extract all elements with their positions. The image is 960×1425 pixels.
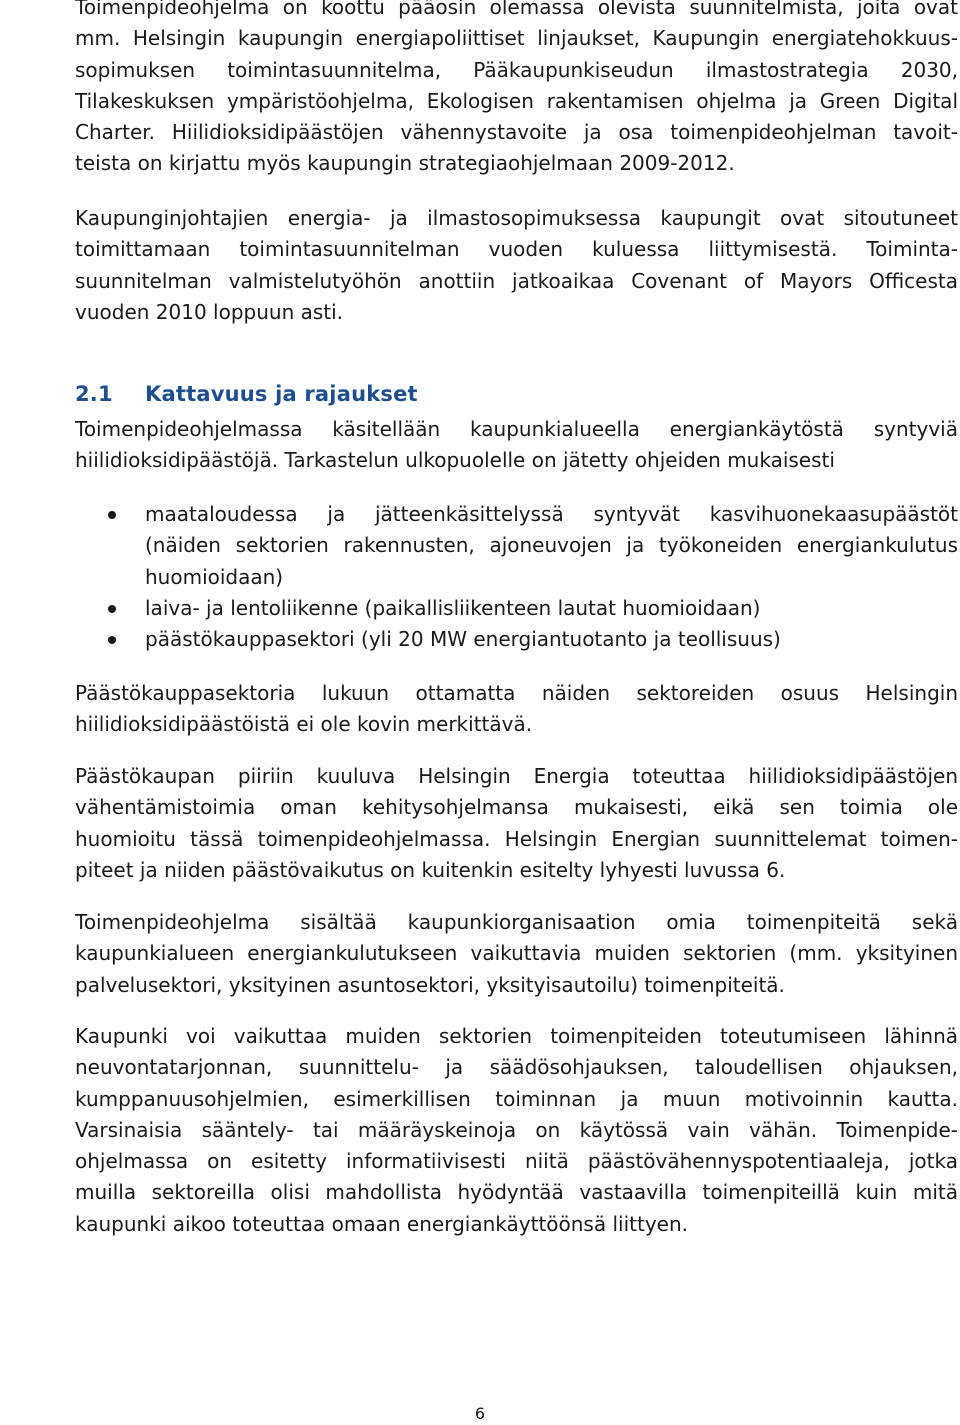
text-line: kaupunkialueen energiankulutukseen vaikuttavia muiden sektorien (mm. yksityinen [75, 941, 958, 966]
text-line: Toimenpideohjelma on koottu pääosin olemassa olevista suunnitelmista, joita ovat [75, 0, 958, 19]
paragraph-city-influence [75, 1021, 958, 1240]
text-line: muilla sektoreilla olisi mahdollista hyödyntää vastaavilla toimenpiteillä kuin mitä [75, 1180, 958, 1205]
paragraph-scope [75, 414, 958, 477]
list-item [75, 499, 958, 593]
bullet-icon [108, 636, 116, 644]
text-line: vähentämistoimia oman kehitysohjelmansa mukaisesti, eikä sen toimia ole [75, 795, 958, 820]
text-line: laiva- ja lentoliikenne (paikallisliikenteen lautat huomioidaan) [145, 595, 761, 620]
text-line: Varsinaisia sääntely- tai määräyskeinoja on käytössä vain vähän. Toimenpide- [75, 1117, 958, 1142]
text-line: hiilidioksidipäästöistä ei ole kovin merkittävä. [75, 712, 533, 737]
list-item [75, 593, 958, 624]
text-line: suunnitelman valmistelutyöhön anottiin jatkoaikaa Covenant of Mayors Officesta [75, 268, 958, 293]
text-line: palvelusektori, yksityinen asuntosektori, yksityisautoilu) toimenpiteitä. [75, 972, 785, 997]
text-line: hiilidioksidipäästöjä. Tarkastelun ulkopuolelle on jätetty ohjeiden mukaisesti [75, 448, 835, 473]
text-line: mm. Helsingin kaupungin energiapoliittiset linjaukset, Kaupungin energiatehokkuus- [75, 26, 958, 51]
section-heading [75, 382, 418, 406]
text-line: maataloudessa ja jätteenkäsittelyssä syntyvät kasvihuonekaasupäästöt [145, 502, 958, 526]
page-number: 6 [474, 1404, 486, 1423]
text-line: Tilakeskuksen ympäristöohjelma, Ekologisen rakentamisen ohjelma ja Green Digital [75, 88, 958, 113]
text-line: päästökauppasektori (yli 20 MW energiantuotanto ja teollisuus) [145, 627, 781, 652]
list-item [75, 624, 958, 655]
bullet-icon [108, 511, 116, 519]
paragraph-covenant [75, 203, 958, 328]
paragraph-helsingin-energia [75, 761, 958, 886]
text-line: Päästökauppasektoria lukuun ottamatta näiden sektoreiden osuus Helsingin [75, 681, 958, 705]
text-line: Toimenpideohjelmassa käsitellään kaupunkialueella energiankäytöstä syntyviä [75, 417, 958, 441]
section-title: Kattavuus ja rajaukset [145, 382, 418, 406]
text-line: Päästökaupan piiriin kuuluva Helsingin Energia toteuttaa hiilidioksidipäästöjen [75, 764, 958, 788]
text-line: (näiden sektorien rakennusten, ajoneuvojen ja työkoneiden energiankulutus [145, 533, 958, 558]
section-number: 2.1 [75, 382, 113, 406]
paragraph-emission-trading [75, 678, 958, 741]
text-line: huomioidaan) [145, 564, 284, 589]
text-line: ohjelmassa on esitetty informatiivisesti niitä päästövähennyspotentiaaleja, jotka [75, 1149, 958, 1174]
text-line: neuvontatarjonnan, suunnittelu- ja säädösohjauksen, taloudellisen ohjauksen, [75, 1055, 958, 1080]
text-line: teista on kirjattu myös kaupungin strategiaohjelmaan 2009-2012. [75, 151, 735, 176]
text-line: piteet ja niiden päästövaikutus on kuitenkin esitelty lyhyesti luvussa 6. [75, 857, 786, 882]
text-line: kumppanuusohjelmien, esimerkillisen toiminnan ja muun motivoinnin kautta. [75, 1086, 958, 1111]
text-line: kaupunki aikoo toteuttaa omaan energiankäyttöönsä liittyen. [75, 1211, 688, 1236]
text-line: Charter. Hiilidioksidipäästöjen vähennystavoite ja osa toimenpideohjelman tavoit- [75, 120, 958, 145]
text-line: huomioitu tässä toimenpideohjelmassa. Helsingin Energian suunnittelemat toimen- [75, 826, 958, 851]
paragraph-intro [75, 0, 958, 180]
text-line: toimittamaan toimintasuunnitelman vuoden kuluessa liittymisestä. Toiminta- [75, 237, 958, 262]
text-line: Kaupunginjohtajien energia- ja ilmastosopimuksessa kaupungit ovat sitoutuneet [75, 206, 958, 230]
text-line: vuoden 2010 loppuun asti. [75, 299, 344, 324]
exclusion-list [75, 499, 958, 655]
text-line: sopimuksen toimintasuunnitelma, Pääkaupunkiseudun ilmastostrategia 2030, [75, 57, 958, 82]
text-line: Toimenpideohjelma sisältää kaupunkiorganisaation omia toimenpiteitä sekä [75, 910, 958, 934]
bullet-icon [108, 605, 116, 613]
paragraph-program-contents [75, 907, 958, 1001]
text-line: Kaupunki voi vaikuttaa muiden sektorien toimenpiteiden toteutumiseen lähinnä [75, 1024, 958, 1048]
